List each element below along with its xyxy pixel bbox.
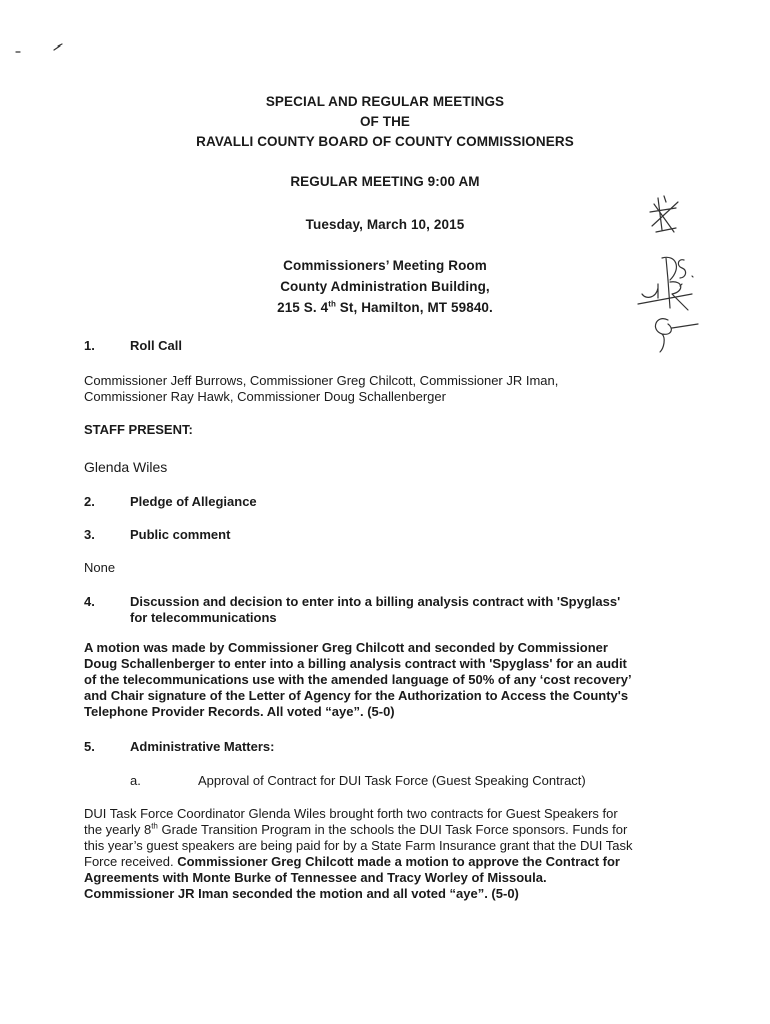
item-4-motion-line-2: Doug Schallenberger to enter into a billing analysis contract with 'Spyglass' for an audit [84,656,627,671]
item-5a-letter: a. [130,773,141,788]
item-5a-text-line-6: Commissioner JR Iman seconded the motion and all voted “aye”. (5-0) [84,886,519,901]
roll-call-line-2: Commissioner Ray Hawk, Commissioner Doug Schallenberger [84,389,446,404]
item-5a-text-line-1: DUI Task Force Coordinator Glenda Wiles brought forth two contracts for Guest Speakers for [84,806,618,821]
address-sup: th [328,299,336,309]
pledge-heading: Pledge of Allegiance [130,494,257,509]
item-3-number: 3. [84,527,95,542]
header-line-1: SPECIAL AND REGULAR MEETINGS [265,94,505,109]
address-post: St, Hamilton, MT 59840. [335,300,493,315]
address-pre: 215 S. 4 [277,300,329,315]
public-comment-heading: Public comment [130,527,231,542]
item-4-heading-line-2: for telecommunications [130,610,277,625]
handwritten-initials-icon [632,188,712,358]
staff-present-heading: STAFF PRESENT: [84,422,193,437]
item-5a-line-2-pre: the yearly 8 [84,822,152,837]
header-line-2: OF THE [359,114,411,129]
item-4-motion-line-3: of the telecommunications use with the amended language of 50% of any ‘cost recovery’ [84,672,632,687]
item-4-motion-line-5: Telephone Provider Records. All voted “aye”. (5-0) [84,704,395,719]
administrative-matters-heading: Administrative Matters: [130,739,275,754]
staff-name: Glenda Wiles [84,459,168,475]
item-5a-line-2-sup: th [151,821,158,831]
item-2-number: 2. [84,494,95,509]
item-5a-line-4-plain: Force received. [84,854,178,869]
scan-mark-icon [14,40,74,60]
item-4-motion-line-1: A motion was made by Commissioner Greg Chilcott and seconded by Commissioner [84,640,608,655]
item-5a-text-line-5: Agreements with Monte Burke of Tennessee and Tracy Worley of Missoula. [84,870,547,885]
item-5-number: 5. [84,739,95,754]
meeting-time: REGULAR MEETING 9:00 AM [290,174,480,189]
header-line-3: RAVALLI COUNTY BOARD OF COUNTY COMMISSIONERS [196,134,574,149]
item-1-number: 1. [84,338,95,353]
roll-call-heading: Roll Call [130,338,183,353]
item-5a-text-line-3: this year’s guest speakers are being paid for by a State Farm Insurance grant that the DUI Task [84,838,633,853]
meeting-date: Tuesday, March 10, 2015 [305,217,465,232]
item-4-number: 4. [84,594,95,609]
meeting-building: County Administration Building, [280,279,490,294]
meeting-room: Commissioners’ Meeting Room [283,258,487,273]
item-5a-line-4-bold: Commissioner Greg Chilcott made a motion to approve the Contract for [177,854,620,869]
item-5a-text-line-2 [84,822,684,838]
public-comment-text: None [84,560,116,575]
item-5a-heading: Approval of Contract for DUI Task Force (Guest Speaking Contract) [198,773,586,788]
item-4-heading-line-1: Discussion and decision to enter into a billing analysis contract with 'Spyglass' [130,594,621,609]
item-4-motion-line-4: and Chair signature of the Letter of Agency for the Authorization to Access the County's [84,688,629,703]
item-5a-line-2-post: Grade Transition Program in the schools the DUI Task Force sponsors. Funds for [157,822,628,837]
item-5a-text-line-4 [84,854,684,870]
roll-call-line-1: Commissioner Jeff Burrows, Commissioner Greg Chilcott, Commissioner JR Iman, [84,373,559,388]
